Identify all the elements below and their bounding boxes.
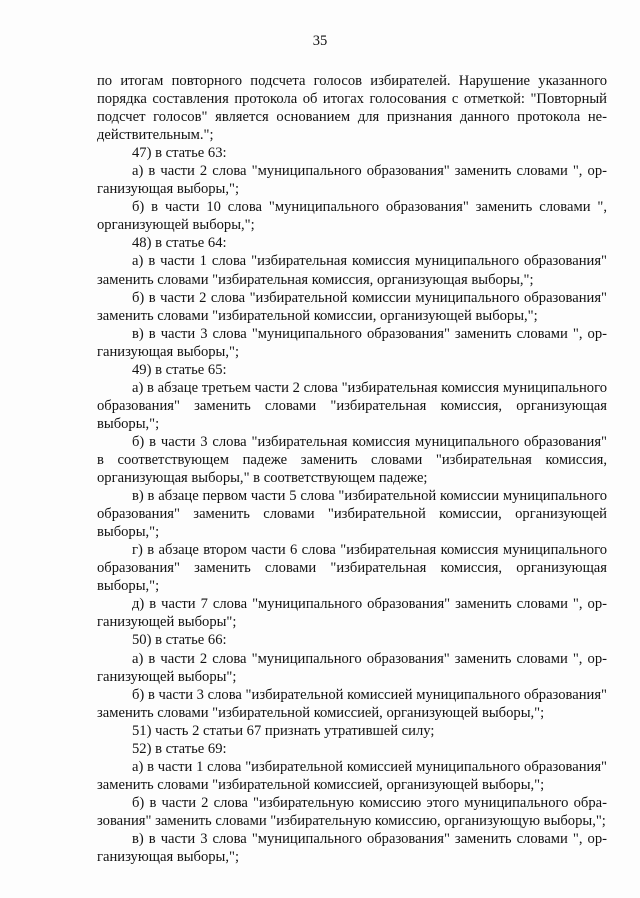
paragraph: 50) в статье 66: (132, 632, 227, 649)
paragraph: г) в абзаце втором части 6 слова "избирательная комиссия муниципального образования" заменить словами "избирательная комиссия, организующая выборы,"; (97, 542, 607, 595)
paragraph: в) в части 3 слова "муниципального образования" заменить словами ", организующая выборы,"; (97, 830, 607, 866)
paragraph: в) в абзаце первом части 5 слова "избирательной комиссии муниципального образования" заменить словами "избирательной комиссии, организующей выборы,"; (97, 488, 607, 541)
paragraph: б) в части 10 слова "муниципального образования" заменить словами ", организующей выборы,"; (97, 199, 607, 234)
paragraph: 51) часть 2 статьи 67 признать утратившей силу; (132, 722, 435, 739)
paragraph: а) в части 1 слова "избирательная комиссия муниципального образования" заменить словами "избирательная комиссия, организующая выборы,"; (97, 253, 607, 288)
paragraph: а) в части 1 слова "избирательной комиссией муниципального образования" заменить словами "избирательной комиссией, организующей выборы,"; (97, 758, 607, 793)
paragraph: 49) в статье 65: (132, 361, 227, 378)
paragraph: 52) в статье 69: (132, 740, 227, 757)
paragraph: а) в абзаце третьем части 2 слова "избирательная комиссия муниципального образования" заменить словами "избирательная комиссия, организующая выборы,"; (97, 379, 607, 432)
paragraph: д) в части 7 слова "муниципального образования" заменить словами ", организующей выборы"; (97, 596, 607, 631)
paragraph: 47) в статье 63: (132, 145, 227, 162)
paragraph: 48) в статье 64: (132, 235, 227, 252)
paragraph: в) в части 3 слова "муниципального образования" заменить словами ", организующая выборы,"; (97, 325, 607, 360)
page-number: 35 (312, 33, 328, 49)
paragraph: б) в части 3 слова "избирательная комиссия муниципального образования" в соответствующем падеже заменить словами "избирательная комиссия, организующая выборы," в соответствующем падеже; (97, 433, 607, 487)
paragraph: б) в части 2 слова "избирательной комиссии муниципального образования" заменить словами "избирательной комиссии, организующей выборы,"; (97, 289, 607, 324)
paragraph: по итогам повторного подсчета голосов избирателей. Нарушение указанного порядка составления протокола об итогах голосования с отметкой: "Повторный подсчет голосов" является основанием для признания данного протокола недействительным."; (97, 73, 607, 144)
paragraph: а) в части 2 слова "муниципального образования" заменить словами ", организующей выборы"; (97, 650, 607, 685)
paragraph: б) в части 2 слова "избирательную комиссию этого муниципального образования" заменить словами "избирательную комиссию, организующую выборы,"; (97, 794, 607, 829)
document-body (97, 72, 607, 866)
paragraph: а) в части 2 слова "муниципального образования" заменить словами ", организующая выборы,"; (97, 163, 607, 198)
paragraph: б) в части 3 слова "избирательной комиссией муниципального образования" заменить словами "избирательной комиссией, организующей выборы,"; (97, 686, 607, 721)
